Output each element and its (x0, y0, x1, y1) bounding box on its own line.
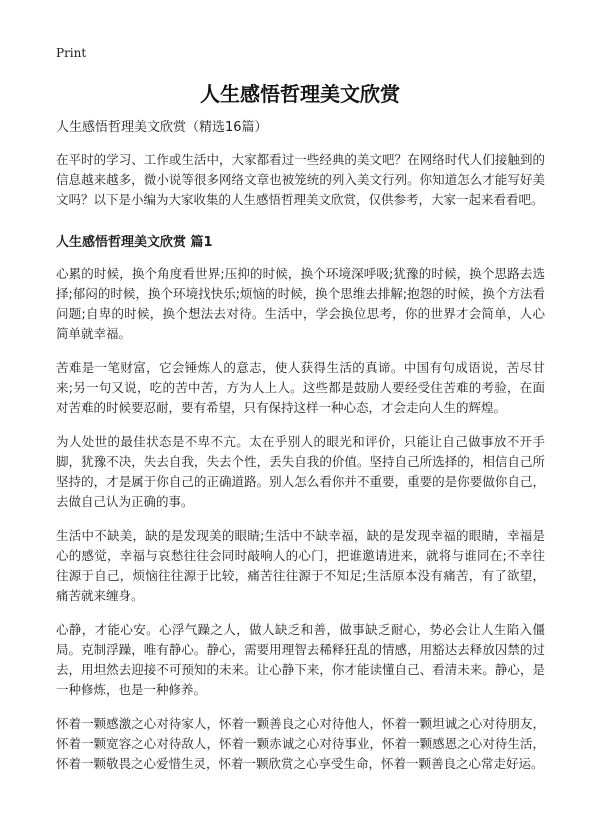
body-paragraph: 心累的时候，换个角度看世界;压抑的时候，换个环境深呼吸;犹豫的时候，换个思路去选择;郁闷的时候，换个环境找快乐;烦恼的时候，换个思维去排解;抱怨的时候，换个方法看问题;自卑的时候，换个想法去对待。生活中，学会换位思考，你的世界才会简单，人心简单就幸福。 (56, 266, 545, 341)
body-paragraph: 怀着一颗感激之心对待家人，怀着一颗善良之心对待他人，怀着一颗坦诚之心对待朋友，怀着一颗宽容之心对待敌人，怀着一颗赤诚之心对待事业，怀着一颗感恩之心对待生活，怀着一颗敬畏之心爱惜生灵，怀着一颗欣赏之心享受生命，怀着一颗善良之心常走好运。 (56, 716, 545, 771)
body-paragraph: 心静，才能心安。心浮气躁之人，做人缺乏和善，做事缺乏耐心，势必会让人生陷入僵局。克制浮躁，唯有静心。静心，需要用理智去稀释狂乱的情感，用豁达去释放囚禁的过去，用坦然去迎接不可预知的未来。让心静下来，你才能读懂自己、看清未来。静心，是一种修炼，也是一种修养。 (56, 622, 545, 697)
article-body (56, 264, 545, 788)
body-paragraph: 为人处世的最佳状态是不卑不亢。太在乎别人的眼光和评价，只能让自己做事放不开手脚，犹豫不决，失去自我，失去个性，丢失自我的价值。坚持自己所选择的，相信自己所坚持的，才是属于你自己的正确道路。别人怎么看你并不重要，重要的是你要做你自己，去做自己认为正确的事。 (56, 434, 545, 509)
body-paragraph: 苦难是一笔财富，它会锤炼人的意志，使人获得生活的真谛。中国有句成语说，苦尽甘来;另一句又说，吃的苦中苦，方为人上人。这些都是鼓励人要经受住苦难的考验，在面对苦难的时候要忍耐，要有希望，只有保持这样一种心态，才会走向人生的辉煌。 (56, 360, 545, 415)
body-paragraph: 生活中不缺美，缺的是发现美的眼睛;生活中不缺幸福，缺的是发现幸福的眼睛，幸福是心的感觉，幸福与哀愁往往会同时敲响人的心门，把谁邀请进来，就将与谁同在;不幸往往源于自己，烦恼往往源于比较，痛苦往往源于不知足;生活原本没有痛苦，有了欲望，痛苦就来缠身。 (56, 528, 545, 603)
intro-block (56, 150, 545, 224)
intro-paragraph: 在平时的学习、工作或生活中，大家都看过一些经典的美文吧？在网络时代人们接触到的信息越来越多，微小说等很多网络文章也被笼统的列入美文行列。你知道怎么才能写好美文吗？以下是小编为大家收集的人生感悟哲理美文欣赏，仅供参考，大家一起来看看吧。 (56, 152, 545, 207)
page-title: 人生感悟哲理美文欣赏 (200, 82, 400, 106)
print-label[interactable]: Print (56, 46, 87, 60)
article-subtitle: 人生感悟哲理美文欣赏（精选16篇） (56, 120, 268, 135)
section-heading: 人生感悟哲理美文欣赏 篇1 (56, 235, 213, 250)
